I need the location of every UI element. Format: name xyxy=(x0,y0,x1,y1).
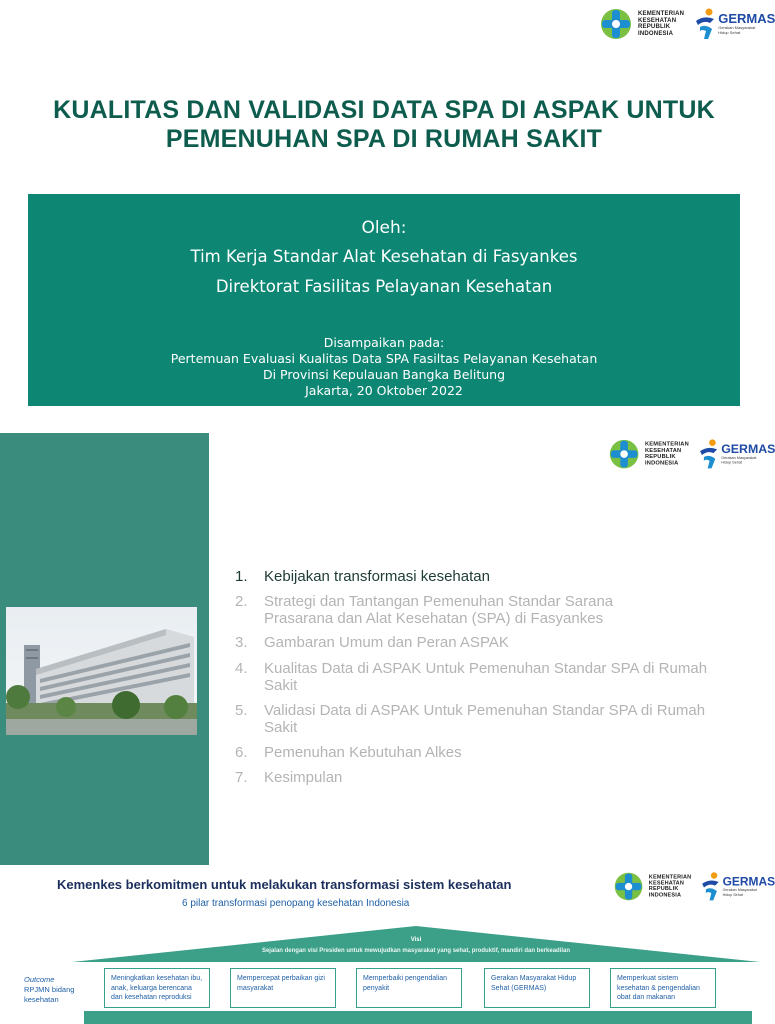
visi-label: Visi xyxy=(410,937,422,943)
pillar-base xyxy=(84,1011,752,1024)
slide1-title-line1: KUALITAS DAN VALIDASI DATA SPA DI ASPAK UNTUK xyxy=(53,96,715,124)
germas-figure-icon xyxy=(701,871,721,902)
kemkes-logo-text: KEMENTERIAN KESEHATAN REPUBLIK INDONESIA xyxy=(648,874,692,899)
slide1-logos xyxy=(598,6,775,42)
kemkes-logo xyxy=(598,6,684,42)
germas-word: GERMAS xyxy=(722,874,775,889)
kemkes-logo-text: KEMENTERIAN KESEHATAN REPUBLIK INDONESIA xyxy=(645,441,689,466)
germas-sub-text: Gerakan Masyarakat Hidup Sehat xyxy=(718,25,756,35)
slide3-logos xyxy=(612,870,775,903)
event-province: Di Provinsi Kepulauan Bangka Belitung xyxy=(262,367,506,382)
slide3-title: Kemenkes berkomitmen untuk melakukan transformasi sistem kesehatan xyxy=(57,877,512,892)
germas-logo xyxy=(701,871,775,902)
event-place-date: Jakarta, 20 Oktober 2022 xyxy=(305,383,463,398)
ministry-building-photo xyxy=(6,607,197,735)
germas-sub-text: Gerakan Masyarakat Hidup Sehat xyxy=(722,887,757,897)
presented-at-label: Disampaikan pada: xyxy=(323,335,445,350)
directorate-name: Direktorat Fasilitas Pelayanan Kesehatan xyxy=(215,277,553,296)
germas-word: GERMAS xyxy=(721,441,775,456)
agenda-item: 2. Strategi dan Tantangan Pemenuhan Standar Sarana Prasarana dan Alat Kesehatan (SPA) di Fasyankes xyxy=(235,593,614,627)
pillar-box: Memperkuat sistem kesehatan & pengendalian obat dan makanan xyxy=(610,968,716,1008)
germas-figure-icon xyxy=(694,7,716,41)
slide2-logos xyxy=(607,437,775,471)
pillar-box: Gerakan Masyarakat Hidup Sehat (GERMAS) xyxy=(484,968,590,1008)
agenda-item: 1. Kebijakan transformasi kesehatan xyxy=(235,568,490,585)
kemkes-logo xyxy=(607,437,689,471)
pillar-box: Mempercepat perbaikan gizi masyarakat xyxy=(230,968,336,1008)
germas-word: GERMAS xyxy=(718,11,775,26)
germas-sub-text: Gerakan Masyarakat Hidup Sehat xyxy=(721,455,757,465)
by-label: Oleh: xyxy=(361,218,407,238)
germas-figure-icon xyxy=(698,438,719,470)
event-name: Pertemuan Evaluasi Kualitas Data SPA Fasiltas Pelayanan Kesehatan xyxy=(170,351,598,366)
germas-logo xyxy=(698,438,775,470)
kemkes-emblem-icon xyxy=(612,870,645,903)
kemkes-logo xyxy=(612,870,691,903)
agenda-item: 6. Pemenuhan Kebutuhan Alkes xyxy=(235,744,462,761)
agenda-item: 5. Validasi Data di ASPAK Untuk Pemenuhan Standar SPA di Rumah Sakit xyxy=(235,702,706,736)
slide1-title xyxy=(0,96,768,154)
slide3-subtitle: 6 pilar transformasi penopang kesehatan Indonesia xyxy=(182,898,410,909)
kemkes-logo-text: KEMENTERIAN KESEHATAN REPUBLIK INDONESIA xyxy=(638,11,685,37)
kemkes-emblem-icon xyxy=(607,437,641,471)
visi-text: Sejalan dengan visi Presiden untuk mewujudkan masyarakat yang sehat, produktif, mandiri dan berkeadilan xyxy=(261,948,571,954)
team-name: Tim Kerja Standar Alat Kesehatan di Fasyankes xyxy=(190,247,578,266)
agenda-item: 3. Gambaran Umum dan Peran ASPAK xyxy=(235,634,509,651)
visi-roof xyxy=(72,926,760,962)
slide1-presenter-band xyxy=(28,194,740,406)
pillar-box: Memperbaiki pengendalian penyakit xyxy=(356,968,462,1008)
agenda-item: 4. Kualitas Data di ASPAK Untuk Pemenuhan Standar SPA di Rumah Sakit xyxy=(235,660,708,694)
pillar-box: Meningkatkan kesehatan ibu, anak, keluarga berencana dan kesehatan reproduksi xyxy=(104,968,210,1008)
outcome-label: Outcome RPJMN bidang kesehatan xyxy=(24,975,75,1004)
kemkes-emblem-icon xyxy=(598,6,634,42)
slide1-title-line2: PEMENUHAN SPA DI RUMAH SAKIT xyxy=(165,125,603,153)
germas-logo xyxy=(694,7,775,41)
agenda-item: 7. Kesimpulan xyxy=(235,769,343,786)
